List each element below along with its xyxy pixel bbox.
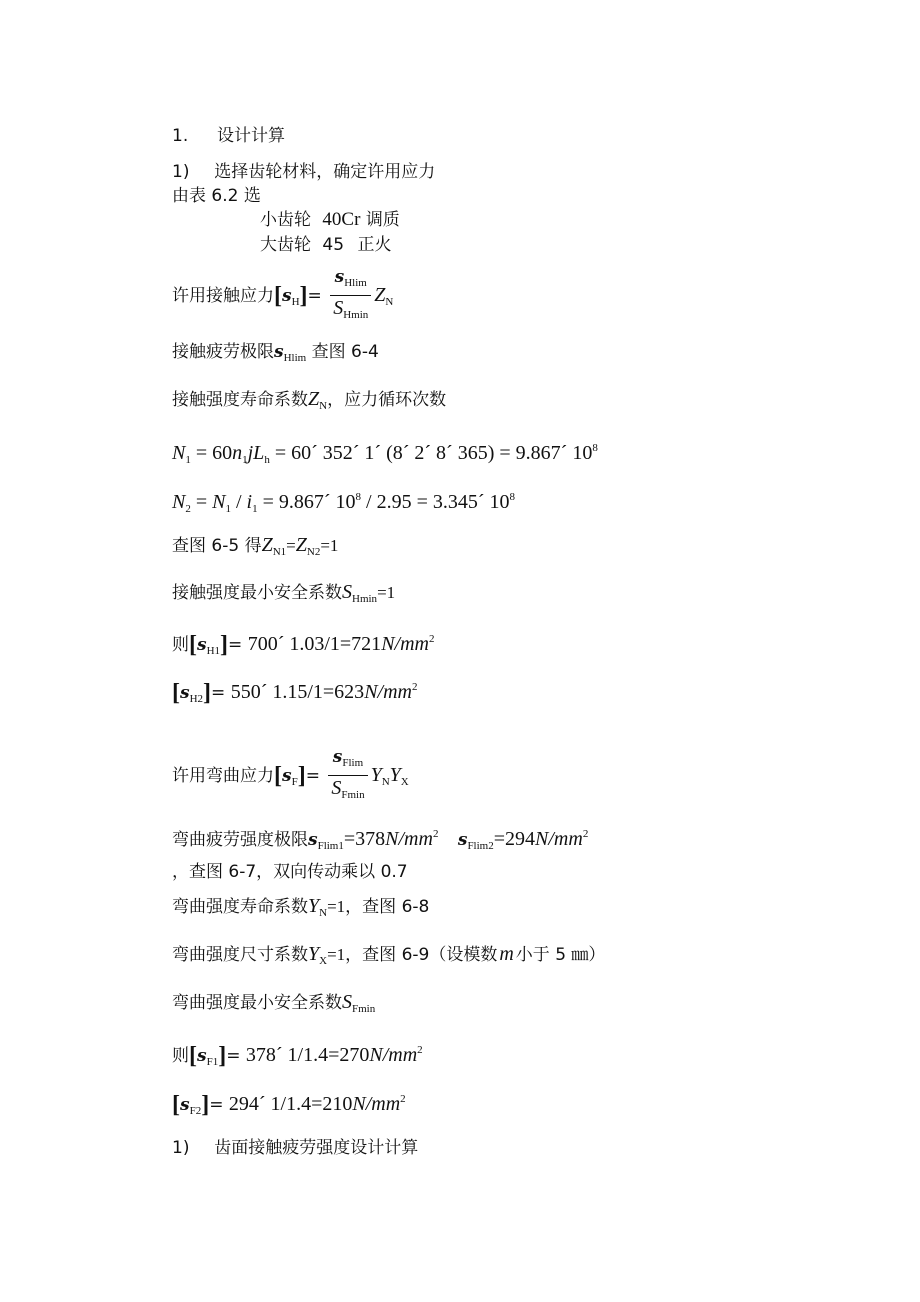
equation-text: =1 xyxy=(327,897,346,916)
subscript: F xyxy=(291,776,298,788)
superscript: 2 xyxy=(411,681,418,693)
equals-sign: = xyxy=(226,1046,246,1066)
bending-life-coefficient xyxy=(172,894,429,925)
variable: m xyxy=(499,943,514,965)
unit: N/mm xyxy=(369,1044,418,1066)
subscript: F2 xyxy=(189,1105,202,1117)
subscript: N xyxy=(385,296,394,308)
line-label: 弯曲强度尺寸系数 xyxy=(172,945,308,965)
bending-note: ，查图 6-7，双向传动乘以 0.7 xyxy=(172,862,408,882)
variable: S xyxy=(342,991,352,1013)
subscript: Hmin xyxy=(352,593,378,605)
allowable-bending-formula xyxy=(172,746,409,810)
small-gear-treatment: 调质 xyxy=(365,210,400,230)
subscript: X xyxy=(319,955,328,967)
line-label: 弯曲强度寿命系数 xyxy=(172,897,308,917)
bracket-open: [ xyxy=(172,1092,180,1118)
section-heading xyxy=(172,124,285,148)
line-suffix: 查图 6-4 xyxy=(311,342,379,362)
equation-text: 294´ 1/1.4=210 xyxy=(228,1093,353,1115)
subscript: 1 xyxy=(185,454,191,466)
subscript: Hlim xyxy=(344,277,367,289)
equation-text: = xyxy=(286,536,296,555)
sigma-symbol: s xyxy=(197,1046,207,1066)
subscript: h xyxy=(264,454,270,466)
bending-fatigue-limit xyxy=(172,822,588,858)
subscript: H xyxy=(291,296,300,308)
contact-fatigue-limit xyxy=(172,340,379,370)
variable: N xyxy=(212,491,226,513)
fraction-numerator xyxy=(328,746,367,776)
superscript: 8 xyxy=(355,491,362,503)
superscript: 2 xyxy=(400,1093,406,1105)
equation-text: 700´ 1.03/1=721 xyxy=(247,633,382,655)
equation-text: = xyxy=(190,491,213,513)
sigma-symbol: s xyxy=(274,342,284,362)
subsection-number: 1) xyxy=(172,1138,190,1158)
equation-text: 378´ 1/1.4=270 xyxy=(245,1044,370,1066)
line-label: 接触强度最小安全系数 xyxy=(172,583,342,603)
equation-text: = 60´ 352´ 1´ (8´ 2´ 8´ 365) = 9.867´ 10 xyxy=(274,442,593,464)
variable: Z xyxy=(261,534,273,556)
subscript: H1 xyxy=(206,645,221,657)
subsection-heading xyxy=(172,160,435,184)
subscript: 1 xyxy=(242,454,248,466)
equation-text: =1 xyxy=(320,536,339,555)
bracket-close: ] xyxy=(297,763,306,789)
bracket-close: ] xyxy=(218,1043,227,1069)
fraction-numerator xyxy=(330,266,371,296)
subscript: 1 xyxy=(225,503,231,515)
subscript: F1 xyxy=(206,1056,219,1068)
line-label: 弯曲强度最小安全系数 xyxy=(172,993,342,1013)
subscript: 2 xyxy=(185,503,191,515)
unit: N/mm xyxy=(381,633,429,655)
variable: S xyxy=(333,297,344,319)
formula-label: 许用接触应力 xyxy=(172,286,274,306)
superscript: 8 xyxy=(509,491,516,503)
small-gear-material: 40Cr xyxy=(322,209,361,230)
subscript: Flim1 xyxy=(317,840,344,852)
unit: N/mm xyxy=(535,828,583,850)
sigma-symbol: s xyxy=(332,747,343,767)
equals-sign: = xyxy=(209,1095,229,1115)
large-gear-material: 45 xyxy=(322,235,345,255)
sigma-f1-result xyxy=(172,1038,423,1074)
table-reference: 由表 6.2 选 xyxy=(172,186,261,206)
bracket-close: ] xyxy=(220,632,229,658)
equals-sign: = xyxy=(211,683,231,703)
variable: Y xyxy=(308,943,320,965)
sigma-symbol: s xyxy=(180,683,190,703)
subscript: Fmin xyxy=(352,1003,376,1015)
small-gear-label: 小齿轮 xyxy=(260,210,311,230)
sigma-symbol: s xyxy=(282,766,292,786)
subscript: Flim xyxy=(342,757,364,769)
large-gear-label: 大齿轮 xyxy=(260,235,311,255)
superscript: 2 xyxy=(417,1044,423,1056)
sigma-symbol: s xyxy=(282,286,292,306)
equation-text: 550´ 1.15/1=623 xyxy=(230,681,365,703)
variable: Y xyxy=(370,764,382,786)
variable: n xyxy=(232,442,243,464)
line-label: 接触强度寿命系数 xyxy=(172,390,308,410)
subsection-heading xyxy=(172,1136,418,1160)
section-number: 1. xyxy=(172,126,189,146)
bracket-open: [ xyxy=(172,680,180,706)
equation-text: =1 xyxy=(327,945,346,964)
variable: S xyxy=(342,581,352,603)
line-suffix: ，查图 6-9（设模数 xyxy=(345,945,498,965)
subscript: Fmin xyxy=(341,789,365,801)
variable: Z xyxy=(295,534,307,556)
line-suffix: 小于 5 ㎜） xyxy=(515,945,606,965)
line-suffix: ，应力循环次数 xyxy=(327,390,447,410)
subscript: N2 xyxy=(306,546,321,558)
fraction-denominator xyxy=(328,776,367,806)
superscript: 8 xyxy=(592,442,598,454)
bending-size-coefficient xyxy=(172,942,605,973)
superscript: 2 xyxy=(428,633,435,645)
superscript: 2 xyxy=(432,828,439,840)
formula-label: 许用弯曲应力 xyxy=(172,766,274,786)
subscript: 1 xyxy=(252,503,258,515)
sigma-h1-result xyxy=(172,627,434,663)
equation-text: =1 xyxy=(377,583,396,602)
sigma-symbol: s xyxy=(197,635,207,655)
equation-text: =378 xyxy=(343,828,386,850)
equals-sign: = xyxy=(228,635,248,655)
subscript: N xyxy=(319,400,328,412)
variable: S xyxy=(331,777,342,799)
unit: N/mm xyxy=(352,1093,401,1115)
line-suffix: ，查图 6-8 xyxy=(345,897,430,917)
variable: i xyxy=(246,491,253,513)
large-gear-line xyxy=(172,233,391,257)
line-prefix: 则 xyxy=(172,635,189,655)
equation-text: / 2.95 = 3.345´ 10 xyxy=(361,491,510,513)
zn-lookup xyxy=(172,533,338,564)
bracket-close: ] xyxy=(299,283,308,309)
superscript: 2 xyxy=(582,828,589,840)
equation-n1 xyxy=(172,436,598,472)
line-label: 接触疲劳极限 xyxy=(172,342,274,362)
line-label: 弯曲疲劳强度极限 xyxy=(172,830,308,850)
bracket-open: [ xyxy=(189,1043,197,1069)
bracket-open: [ xyxy=(274,283,282,309)
bracket-open: [ xyxy=(189,632,197,658)
sigma-symbol: s xyxy=(308,830,318,850)
section-title: 设计计算 xyxy=(217,126,286,146)
equals-sign: = xyxy=(307,286,322,306)
variable: N xyxy=(172,491,186,513)
variable: Z xyxy=(308,388,320,410)
contact-life-coefficient xyxy=(172,387,446,418)
sigma-h2-result xyxy=(172,675,417,711)
variable: Y xyxy=(308,895,320,917)
sigma-symbol: s xyxy=(334,267,345,287)
line-label: 查图 6-5 得 xyxy=(172,536,262,556)
subscript: N xyxy=(319,907,328,919)
fraction xyxy=(330,266,371,326)
subscript: H2 xyxy=(189,693,204,705)
subscript: X xyxy=(400,776,409,788)
equation-n2 xyxy=(172,485,515,521)
bracket-open: [ xyxy=(274,763,282,789)
subscript: Hlim xyxy=(283,352,307,364)
variable: jL xyxy=(247,442,265,464)
equation-text: = 60 xyxy=(190,442,233,464)
variable: Y xyxy=(389,764,401,786)
subscript: N xyxy=(381,776,390,788)
subsection-title: 选择齿轮材料，确定许用应力 xyxy=(214,162,436,182)
variable: N xyxy=(172,442,186,464)
variable: Z xyxy=(374,284,386,306)
unit: N/mm xyxy=(364,681,412,703)
subscript: N1 xyxy=(272,546,287,558)
equals-sign: = xyxy=(305,766,320,786)
sigma-symbol: s xyxy=(180,1095,190,1115)
equation-text: =294 xyxy=(493,828,536,850)
contact-min-safety xyxy=(172,580,395,611)
unit: N/mm xyxy=(385,828,433,850)
bracket-close: ] xyxy=(201,1092,210,1118)
large-gear-treatment: 正火 xyxy=(357,235,392,255)
subsection-number: 1) xyxy=(172,162,190,182)
sigma-f2-result xyxy=(172,1087,406,1123)
allowable-contact-formula xyxy=(172,266,393,330)
subscript: Flim2 xyxy=(467,840,494,852)
line-prefix: 则 xyxy=(172,1046,189,1066)
subsection-title: 齿面接触疲劳强度设计计算 xyxy=(214,1138,419,1158)
fraction xyxy=(328,746,367,806)
small-gear-line xyxy=(172,208,400,232)
bending-min-safety xyxy=(172,990,375,1021)
equation-text: / xyxy=(230,491,247,513)
subscript: Hmin xyxy=(343,309,369,321)
sigma-symbol: s xyxy=(457,830,468,850)
fraction-denominator xyxy=(330,296,371,326)
bracket-close: ] xyxy=(203,680,212,706)
equation-text: = 9.867´ 10 xyxy=(257,491,356,513)
